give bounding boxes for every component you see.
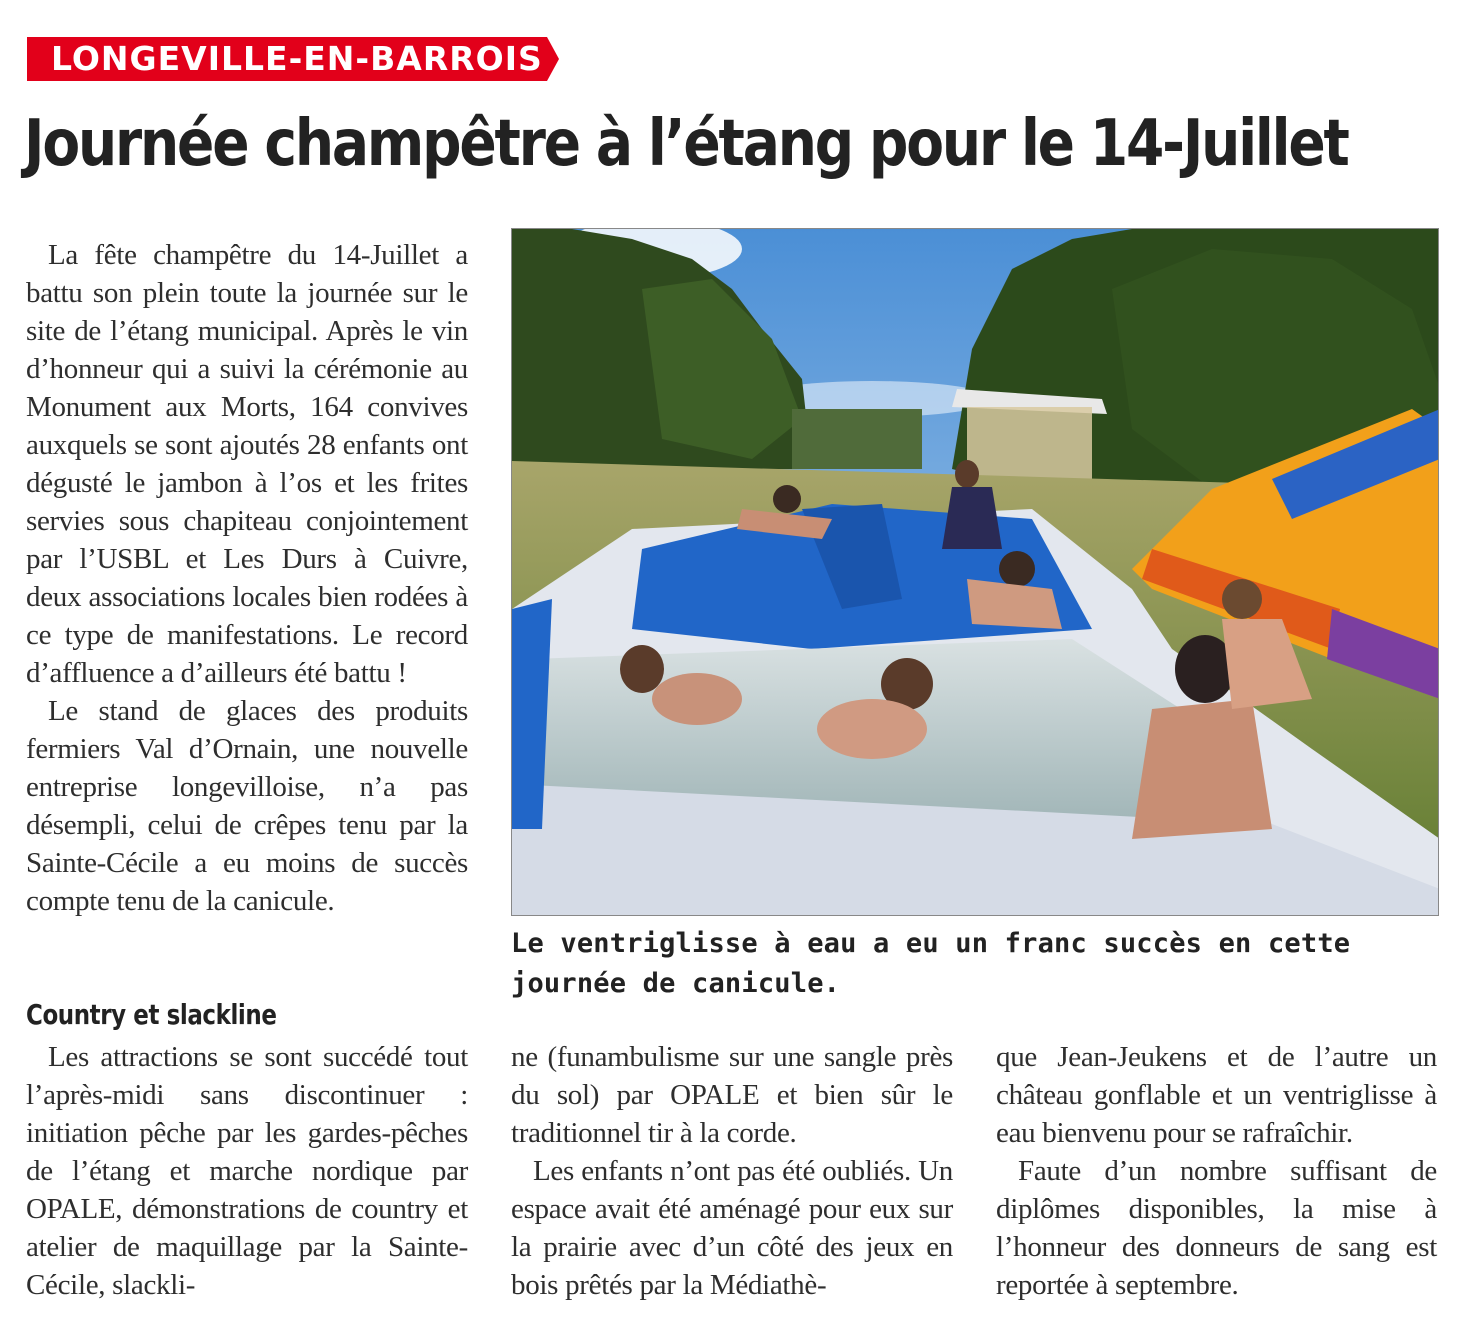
section-kicker bbox=[27, 37, 559, 81]
kicker-label: LONGEVILLE-EN-BARROIS bbox=[51, 39, 543, 78]
article-column-intro bbox=[26, 236, 468, 920]
article-photo bbox=[511, 228, 1439, 916]
intro-paragraph-1: La fête champêtre du 14-Juillet a battu son plein toute la journée sur le site de l’étang municipal. Après le vin d’honneur qui a suivi la cérémonie au Monument aux Morts, 164 convives auxquels se sont ajoutés 28 enfants ont dégusté le jambon à l’os et les frites servies sous chapiteau conjointement par l’USBL et Les Durs à Cuivre, deux associations locales bien rodées à ce type de manifestations. Le record d’affluence a d’ailleurs été battu ! bbox=[26, 239, 468, 689]
headline: Journée champêtre à l’étang pour le 14-Juillet bbox=[24, 107, 1348, 181]
column-3-paragraph-2: Faute d’un nombre suffisant de diplômes disponibles, la mise à l’honneur des donneurs de sang est reportée à septembre. bbox=[996, 1155, 1437, 1301]
column-3-paragraph-1: que Jean-Jeukens et de l’autre un château gonflable et un ventriglisse à eau bienvenu pour se rafraîchir. bbox=[996, 1041, 1437, 1149]
article-column-3 bbox=[996, 1038, 1437, 1304]
article-column-1 bbox=[26, 1038, 468, 1304]
article-column-2 bbox=[511, 1038, 953, 1304]
intro-paragraph-2: Le stand de glaces des produits fermiers Val d’Ornain, une nouvelle entreprise longevilloise, n’a pas désempli, celui de crêpes tenu par la Sainte-Cécile a eu moins de succès compte tenu de la canicule. bbox=[26, 695, 468, 917]
photo-illustration bbox=[512, 229, 1439, 916]
column-2-paragraph-1: ne (funambulisme sur une sangle près du sol) par OPALE et bien sûr le traditionnel tir à la corde. bbox=[511, 1041, 953, 1149]
column-2-paragraph-2: Les enfants n’ont pas été oubliés. Un espace avait été aménagé pour eux sur la prairie avec d’un côté des jeux en bois prêtés par la Médiathè- bbox=[511, 1155, 953, 1301]
section-subhead: Country et slackline bbox=[26, 998, 277, 1031]
photo-caption: Le ventriglisse à eau a eu un franc succès en cette journée de canicule. bbox=[511, 928, 1351, 999]
column-1-paragraph: Les attractions se sont succédé tout l’après-midi sans discontinuer : initiation pêche par les gardes-pêches de l’étang et marche nordique par OPALE, démonstrations de country et atelier de maquillage par la Sainte-Cécile, slackli- bbox=[26, 1041, 468, 1301]
